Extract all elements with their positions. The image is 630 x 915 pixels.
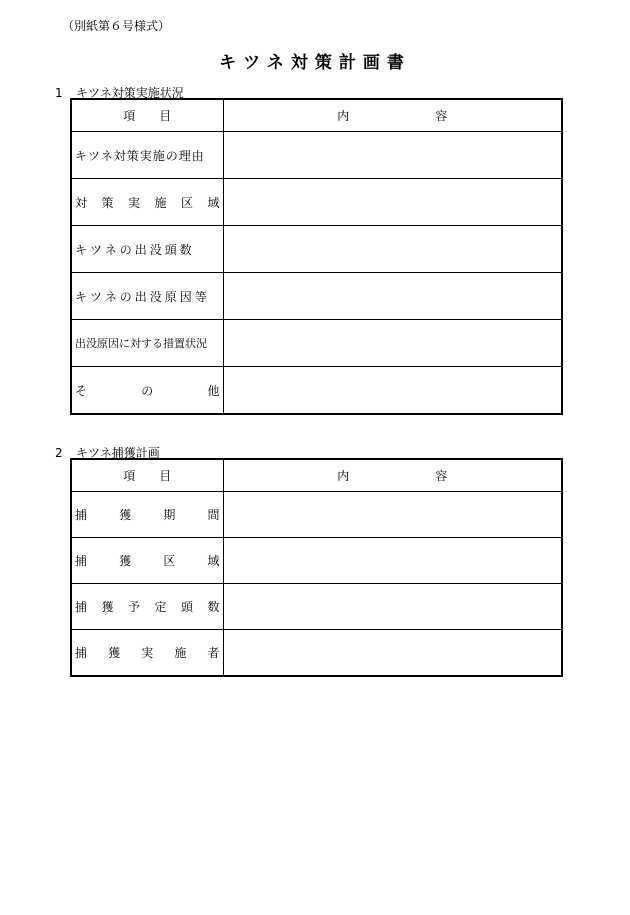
table-header-row [71, 99, 562, 132]
row-label: 捕獲区域 [71, 538, 223, 584]
section-1-number: 1 [55, 86, 63, 100]
row-label: 捕獲予定頭数 [71, 584, 223, 630]
column-header-item: 項目 [71, 99, 223, 132]
table-row [71, 132, 562, 179]
column-header-item: 項目 [71, 459, 223, 492]
row-label: キツネ対策実施の理由 [71, 132, 223, 179]
section-2-title: キツネ捕獲計画 [76, 446, 160, 460]
content-cell[interactable] [223, 367, 562, 415]
table-row [71, 226, 562, 273]
column-header-content: 内容 [223, 459, 562, 492]
row-label: 捕獲期間 [71, 492, 223, 538]
table-header-row [71, 459, 562, 492]
section-1-title: キツネ対策実施状況 [76, 86, 184, 100]
table-row [71, 179, 562, 226]
table-row [71, 492, 562, 538]
capture-plan-table [70, 458, 563, 677]
content-cell[interactable] [223, 538, 562, 584]
row-label: その他 [71, 367, 223, 415]
form-number: （別紙第６号様式） [62, 19, 171, 33]
column-header-content: 内容 [223, 99, 562, 132]
table-row [71, 538, 562, 584]
section-2-number: 2 [55, 446, 63, 460]
content-cell[interactable] [223, 132, 562, 179]
content-cell[interactable] [223, 179, 562, 226]
content-cell[interactable] [223, 630, 562, 677]
row-label: キツネの出没頭数 [71, 226, 223, 273]
row-label: 捕獲実施者 [71, 630, 223, 677]
content-cell[interactable] [223, 273, 562, 320]
content-cell[interactable] [223, 320, 562, 367]
content-cell[interactable] [223, 492, 562, 538]
document-title: キツネ対策計画書 [219, 53, 411, 73]
table-row [71, 273, 562, 320]
table-row [71, 367, 562, 415]
row-label: 出没原因に対する措置状況 [71, 320, 223, 367]
table-row [71, 630, 562, 677]
row-label: 対策実施区域 [71, 179, 223, 226]
table-row [71, 320, 562, 367]
countermeasure-status-table [70, 98, 563, 415]
content-cell[interactable] [223, 226, 562, 273]
table-row [71, 584, 562, 630]
row-label: キツネの出没原因等 [71, 273, 223, 320]
content-cell[interactable] [223, 584, 562, 630]
